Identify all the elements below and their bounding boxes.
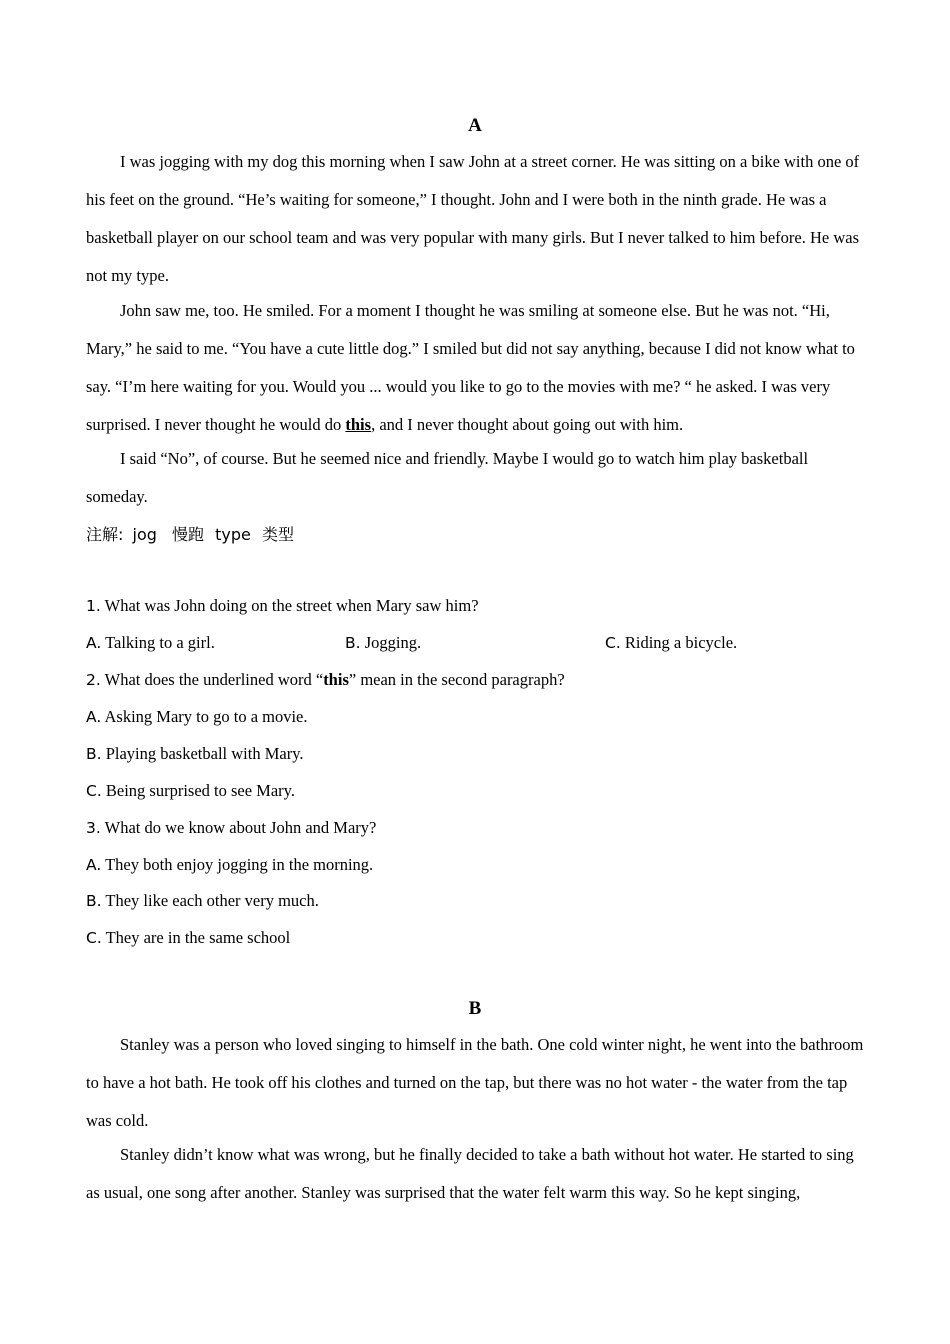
option-letter: B. (345, 634, 361, 652)
option-text: Asking Mary to go to a movie. (104, 707, 308, 726)
question-1-number: 1. (86, 597, 101, 615)
section-a-paragraph-3: I said “No”, of course. But he seemed nice and friendly. Maybe I would go to watch him play basketball someday. (86, 449, 809, 506)
section-a-title: A (468, 115, 482, 136)
option-text: They like each other very much. (105, 891, 319, 910)
option-letter: B. (86, 892, 102, 910)
paragraph-2-text-after: , and I never thought about going out with him. (371, 415, 684, 434)
option-letter: C. (86, 929, 102, 947)
question-2-text-before: What does the underlined word “ (104, 670, 324, 689)
option-letter: B. (86, 745, 102, 763)
question-3-option-c[interactable] (86, 928, 290, 948)
note-meaning-type: 类型 (261, 525, 294, 544)
section-b-paragraph-1: Stanley was a person who loved singing to himself in the bath. One cold winter night, he went into the bathroom to have a hot bath. He took off his clothes and turned on the tap, but there was no hot water - the water from the tap was cold. (86, 1035, 864, 1130)
question-2-option-c[interactable] (86, 781, 295, 801)
question-1 (86, 596, 479, 616)
option-text: Talking to a girl. (105, 633, 215, 652)
note-meaning-jog: 慢跑 (171, 525, 204, 544)
section-b-paragraph-2: Stanley didn’t know what was wrong, but he finally decided to take a bath without hot water. He started to sing as usual, one song after another. Stanley was surprised that the water felt warm this way. So he kept singing, (86, 1145, 854, 1202)
section-a-paragraph-2 (86, 292, 864, 444)
option-letter: A. (86, 856, 102, 874)
option-text: Being surprised to see Mary. (105, 781, 295, 800)
option-letter: C. (86, 782, 102, 800)
question-3 (86, 818, 376, 838)
note-label: 注解: (86, 525, 124, 544)
note-word-type: type (215, 525, 251, 544)
vocabulary-note (86, 522, 294, 545)
option-text: They are in the same school (105, 928, 291, 947)
question-2-bold-word: this (323, 670, 349, 689)
question-3-number: 3. (86, 819, 101, 837)
question-1-text: What was John doing on the street when Mary saw him? (104, 596, 479, 615)
option-text: They both enjoy jogging in the morning. (105, 855, 374, 874)
question-2-option-b[interactable] (86, 744, 304, 764)
question-1-option-b[interactable] (345, 633, 421, 653)
option-text: Playing basketball with Mary. (105, 744, 304, 763)
section-a-paragraph-1: I was jogging with my dog this morning when I saw John at a street corner. He was sitting on a bike with one of his feet on the ground. “He’s waiting for someone,” I thought. John and I were both in the ninth grade. He was a basketball player on our school team and was very popular with many girls. But I never talked to him before. He was not my type. (86, 152, 860, 285)
question-3-option-b[interactable] (86, 891, 319, 911)
question-1-option-c[interactable] (605, 633, 737, 653)
option-letter: C. (605, 634, 621, 652)
question-1-option-a[interactable] (86, 633, 215, 653)
question-3-text: What do we know about John and Mary? (104, 818, 377, 837)
paragraph-2-text-before: John saw me, too. He smiled. For a moment I thought he was smiling at someone else. But he was not. “Hi, Mary,” he said to me. “You have a cute little dog.” I smiled but did not say anything, because I did not know what to say. “I’m here waiting for you. Would you ... would you like to go to the movies with me? “ he asked. I was very surprised. I never thought he would do (86, 301, 855, 434)
option-text: Jogging. (364, 633, 422, 652)
option-text: Riding a bicycle. (624, 633, 738, 652)
question-3-option-a[interactable] (86, 855, 373, 875)
question-2-text-after: ” mean in the second paragraph? (348, 670, 565, 689)
note-word-jog: jog (132, 525, 157, 544)
question-2-option-a[interactable] (86, 707, 308, 727)
underlined-word-this: this (345, 415, 372, 434)
section-b-title: B (468, 998, 482, 1019)
option-letter: A. (86, 634, 102, 652)
question-2 (86, 670, 565, 690)
option-letter: A. (86, 708, 102, 726)
question-2-number: 2. (86, 671, 101, 689)
